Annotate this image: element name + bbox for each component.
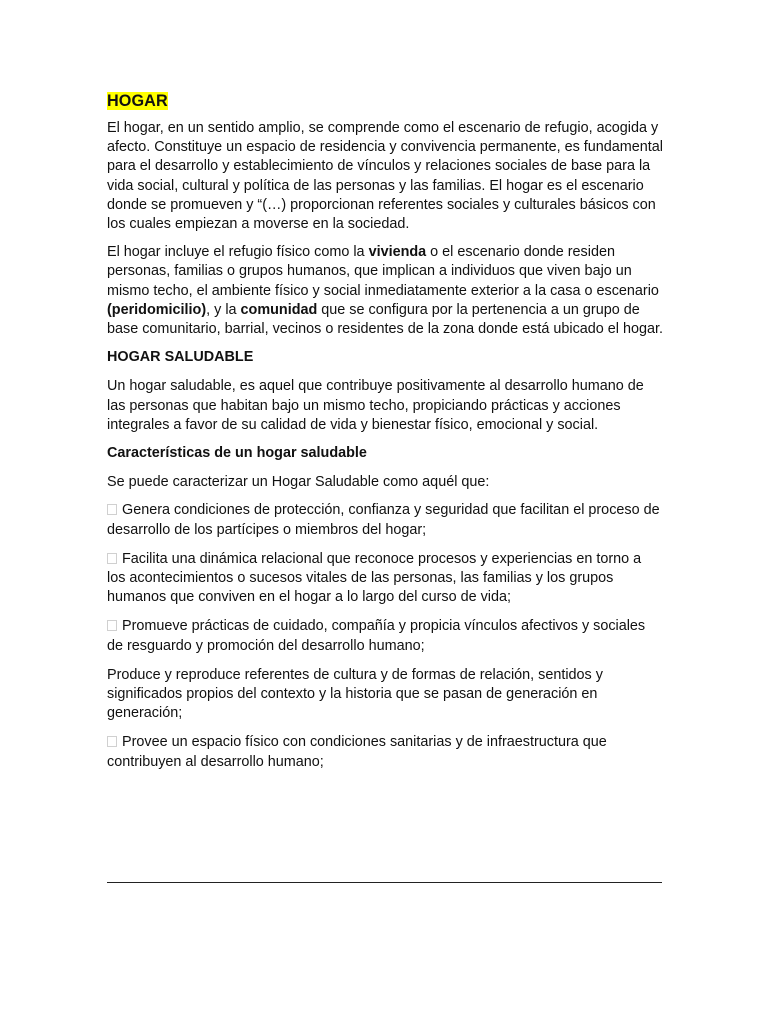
horizontal-rule [107, 882, 662, 883]
list-item-text: Provee un espacio físico con condiciones sanitarias y de infraestructura que contribuyen al desarrollo humano; [107, 734, 607, 770]
includes-paragraph [107, 243, 663, 339]
includes-text-1: El hogar incluye el refugio físico como la [107, 244, 369, 261]
includes-bold-vivienda: vivienda [368, 244, 427, 261]
bullet-box-icon [107, 553, 117, 564]
list-item [107, 617, 663, 655]
bullet-box-icon [107, 620, 117, 631]
includes-text-3: , y la [206, 301, 241, 318]
list-item-text: Genera condiciones de protección, confianza y seguridad que facilitan el proceso de desarrollo de los partícipes o miembros del hogar; [107, 502, 660, 538]
document-page [107, 90, 663, 782]
title-block [107, 90, 663, 113]
bullet-box-icon [107, 504, 117, 515]
list-item [107, 550, 663, 608]
bullet-box-icon [107, 736, 117, 747]
includes-text-2: o el escenario donde residen personas, familias o grupos humanos, que implican a individuos que viven bajo un mismo techo, el ambiente físico y social inmediatamente exterior a la casa o escenario [107, 244, 659, 299]
list-item [107, 501, 663, 539]
includes-text-4: que se configura por la pertenencia a un grupo de base comunitario, barrial, vecinos o residentes de la zona donde está ubicado el hogar. [107, 301, 663, 338]
includes-bold-peridomicilio: (peridomicilio) [107, 301, 207, 318]
characteristics-subheading: Características de un hogar saludable [107, 445, 367, 462]
document-title: HOGAR [107, 92, 168, 110]
lead-paragraph: Se puede caracterizar un Hogar Saludable como aquél que: [107, 474, 490, 491]
list-item-text: Facilita una dinámica relacional que reconoce procesos y experiencias en torno a los acontecimientos o sucesos vitales de las personas, las familias y los grupos humanos que conviven en el hogar a lo largo del curso de vida; [107, 550, 642, 606]
list-item [107, 733, 663, 771]
section-heading: HOGAR SALUDABLE [107, 349, 254, 366]
definition-paragraph: Un hogar saludable, es aquel que contribuye positivamente al desarrollo humano de las personas que habitan bajo un mismo techo, propiciando prácticas y acciones integrales a favor de su calidad de vida y bienestar físico, emocional y social. [107, 378, 644, 433]
includes-bold-comunidad: comunidad [240, 301, 318, 318]
list-item [107, 666, 663, 724]
list-item-text: Produce y reproduce referentes de cultura y de formas de relación, sentidos y significados propios del contexto y la historia que se pasan de generación en generación; [107, 666, 603, 722]
intro-paragraph: El hogar, en un sentido amplio, se comprende como el escenario de refugio, acogida y afecto. Constituye un espacio de residencia y convivencia permanente, es fundamental para el desarrollo y establecimiento de vínculos y relaciones sociales de base para la vida social, cultural y política de las personas y las familias. El hogar es el escenario donde se promueven y “(…) proporcionan referentes sociales y culturales básicos con los cuales empiezan a moverse en la sociedad. [107, 120, 663, 233]
list-item-text: Promueve prácticas de cuidado, compañía y propicia vínculos afectivos y sociales de resguardo y promoción del desarrollo humano; [107, 618, 646, 654]
